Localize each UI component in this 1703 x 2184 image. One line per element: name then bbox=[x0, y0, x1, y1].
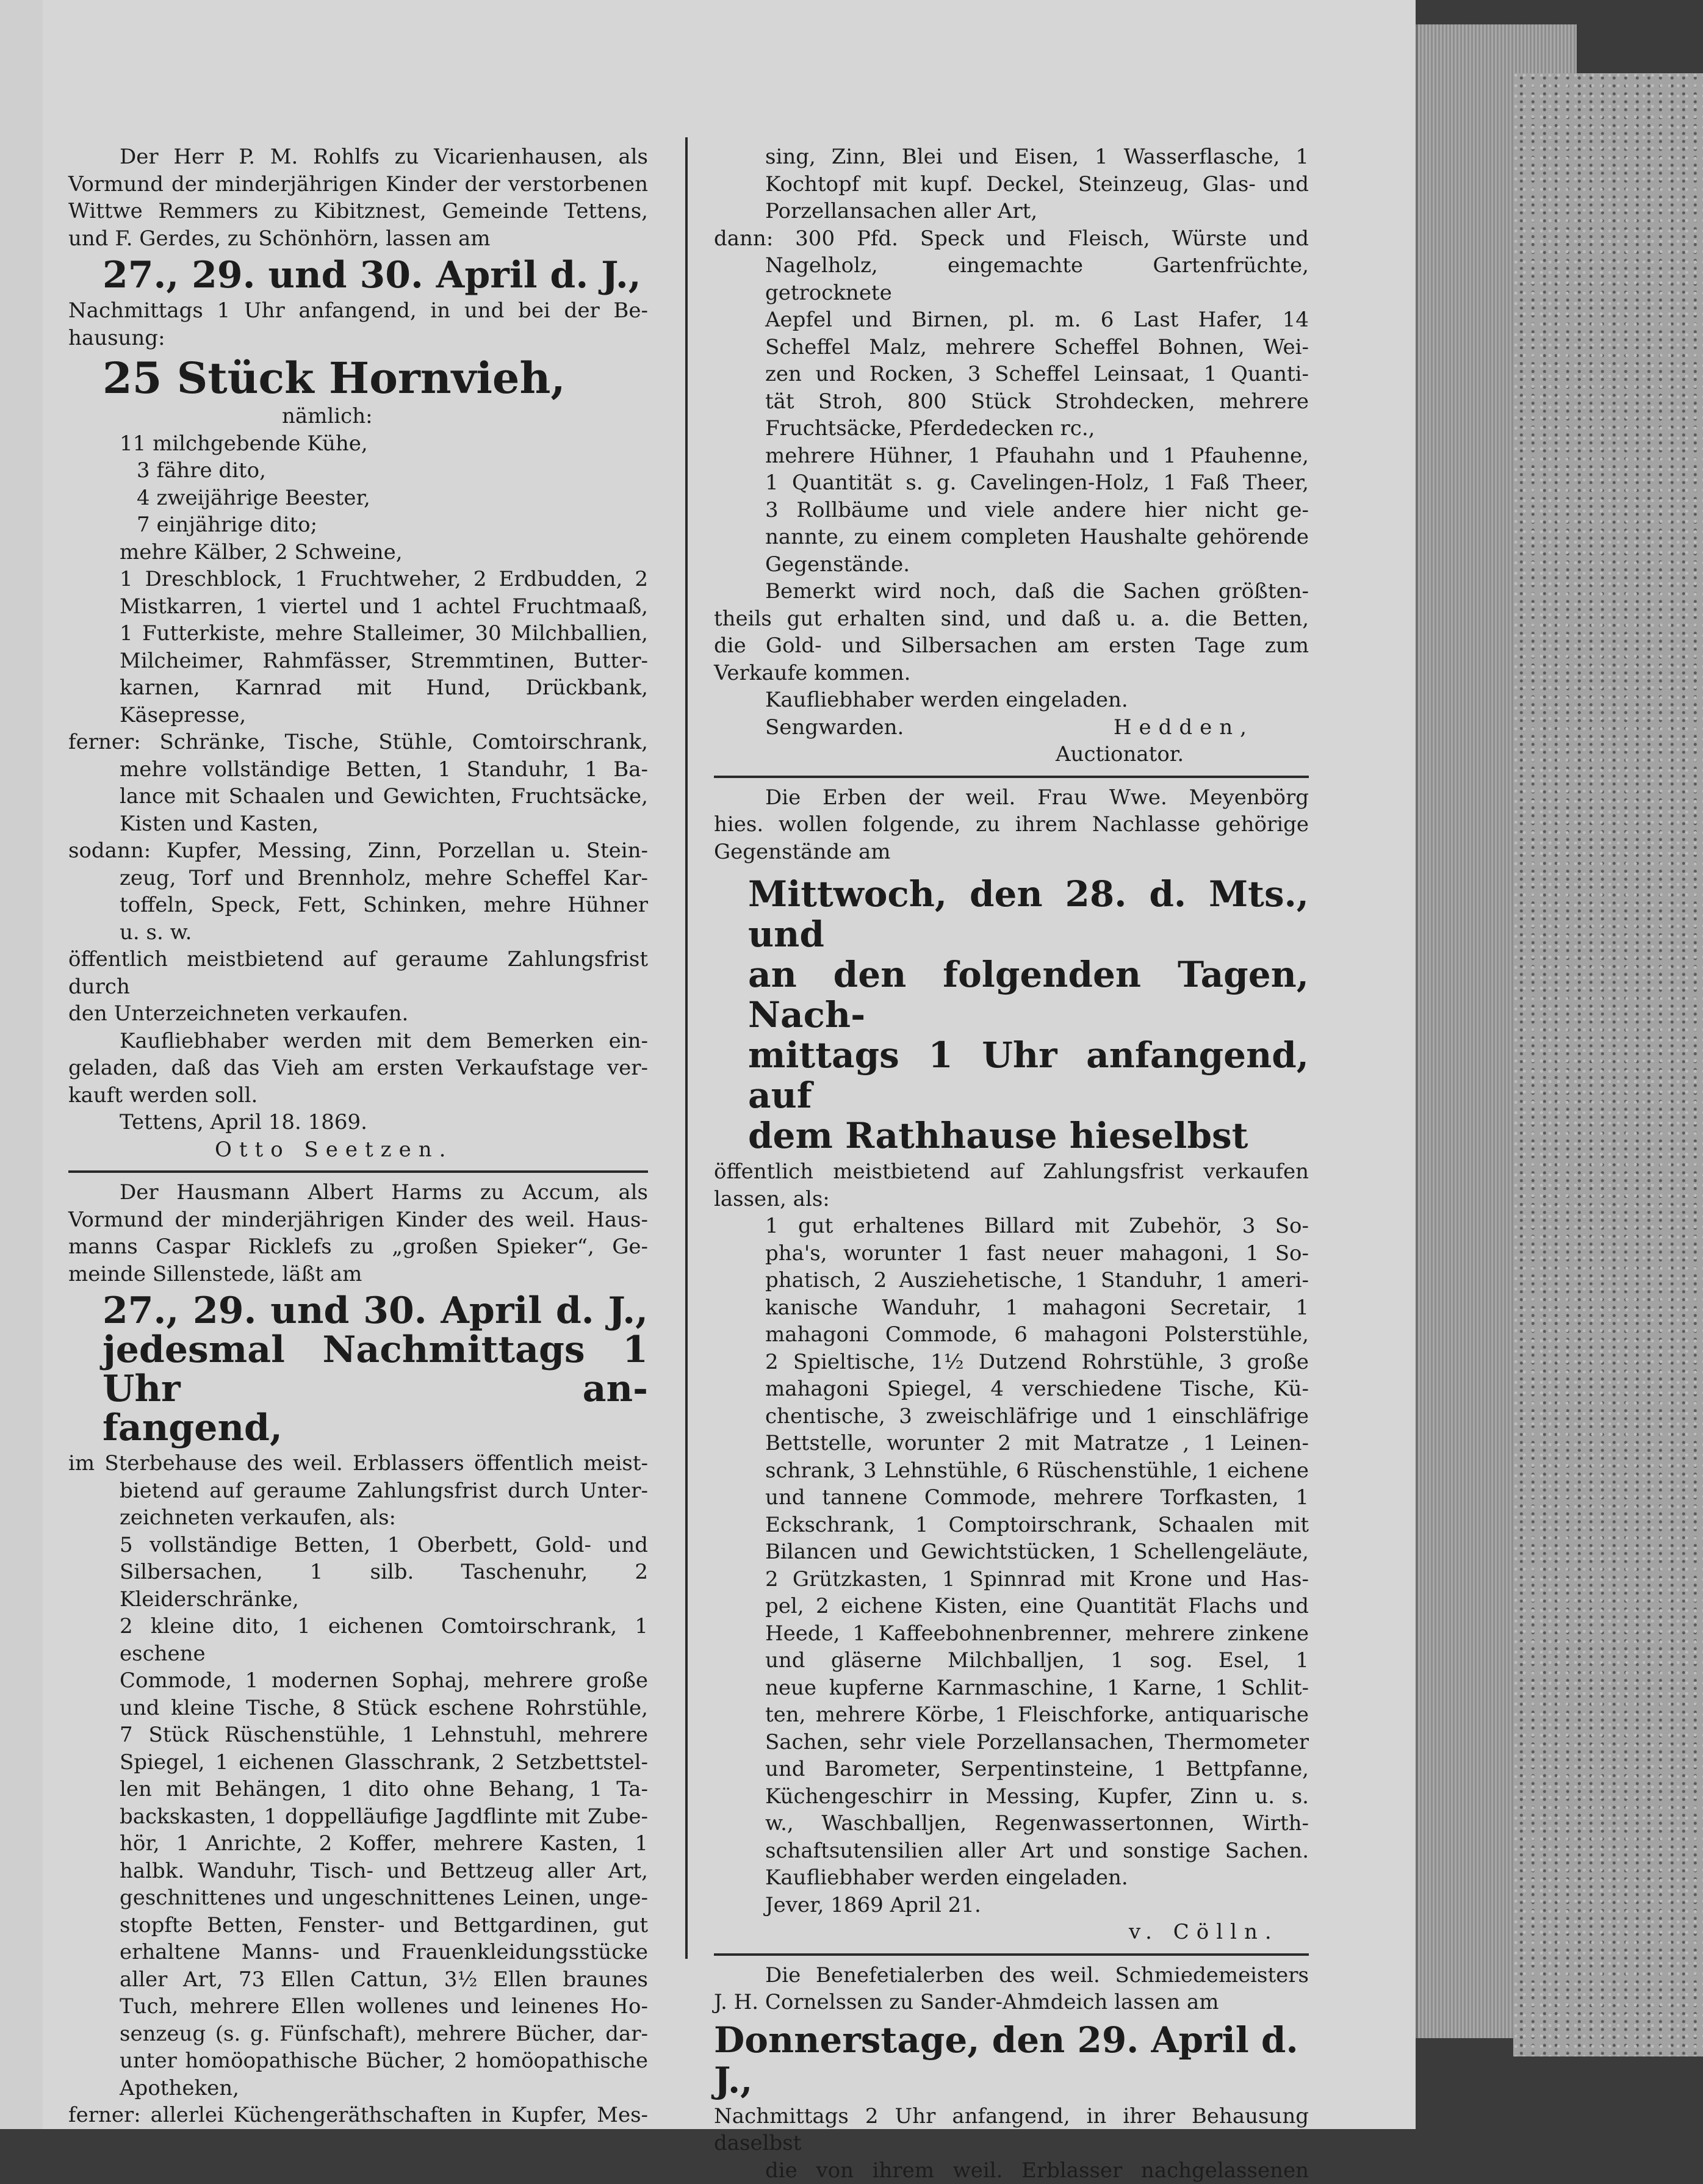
item-line: karnen, Karnrad mit Hund, Drückbank, Käsepresse, bbox=[68, 674, 648, 729]
item-line: 1 Dreschblock, 1 Fruchtweher, 2 Erdbudden, 2 bbox=[68, 566, 648, 593]
ad-signature: Hedden, bbox=[1114, 714, 1309, 741]
remark-line: Bemerkt wird noch, daß die Sachen größten- bbox=[714, 578, 1309, 605]
auction-ad-cornelssen bbox=[714, 1962, 1309, 2184]
sale-line: öffentlich meistbietend auf geraume Zahlungsfrist durch bbox=[68, 946, 648, 1000]
sodann-line: u. s. w. bbox=[68, 919, 648, 946]
previous-page-edge bbox=[0, 0, 46, 2129]
item-line: Bilancen und Gewichtstücken, 1 Schellengeläute, bbox=[714, 1538, 1309, 1566]
item-line: Sachen, sehr viele Porzellansachen, Thermometer bbox=[714, 1729, 1309, 1756]
item-line: Tuch, mehrere Ellen wollenes und leinenes Ho- bbox=[68, 1993, 648, 2020]
auction-date-heading: jedesmal Nachmittags 1 Uhr an- bbox=[68, 1330, 648, 1408]
ad-intro-line: J. H. Cornelssen zu Sander-Ahmdeich lassen am bbox=[714, 1989, 1309, 2016]
item-line: 1 gut erhaltenes Billard mit Zubehör, 3 So- bbox=[714, 1213, 1309, 1240]
ferner-line: mehre vollständige Betten, 1 Standuhr, 1 Ba- bbox=[68, 756, 648, 784]
auction-time-line: daselbst bbox=[714, 2130, 1309, 2157]
auction-time-line: Nachmittags 1 Uhr anfangend, in und bei der Be- bbox=[68, 297, 648, 325]
item-line: halbk. Wanduhr, Tisch- und Bettzeug aller Art, bbox=[68, 1858, 648, 1885]
ad-intro-line: hies. wollen folgende, zu ihrem Nachlasse gehörige bbox=[714, 811, 1309, 838]
remark-line: Verkaufe kommen. bbox=[714, 660, 1309, 687]
item-line: geschnittenes und ungeschnittenes Leinen, unge- bbox=[68, 1884, 648, 1912]
item-line: Bettstelle, worunter 2 mit Matratze , 1 Leinen- bbox=[714, 1430, 1309, 1457]
item-line: und kleine Tische, 8 Stück eschene Rohrstühle, bbox=[68, 1695, 648, 1722]
item-line: Küchengeschirr in Messing, Kupfer, Zinn u. s. bbox=[714, 1783, 1309, 1811]
item-line: pel, 2 eichene Kisten, eine Quantität Flachs und bbox=[714, 1593, 1309, 1620]
ad-signature: v. Cölln. bbox=[714, 1919, 1309, 1946]
item-line: Mistkarren, 1 viertel und 1 achtel Fruchtmaaß, bbox=[68, 593, 648, 621]
auction-time-line: hausung: bbox=[68, 325, 648, 352]
dann-line: tät Stroh, 800 Stück Strohdecken, mehrere bbox=[714, 388, 1309, 416]
remark-line: die Gold- und Silbersachen am ersten Tage zum bbox=[714, 632, 1309, 660]
item-line: Milcheimer, Rahmfässer, Stremmtinen, Butter- bbox=[68, 647, 648, 675]
buyers-line: Kaufliebhaber werden eingeladen. bbox=[714, 687, 1309, 714]
ad-intro-line: Gegenstände am bbox=[714, 838, 1309, 866]
ad-separator bbox=[68, 1170, 648, 1173]
item-line: 7 einjährige dito; bbox=[68, 511, 648, 539]
book-cover-board bbox=[1513, 73, 1703, 2056]
item-line: chentische, 3 zweischläfrige und 1 einschläfrige bbox=[714, 1403, 1309, 1430]
item-line: Heede, 1 Kaffeebohnenbrenner, mehrere zinkene bbox=[714, 1620, 1309, 1648]
item-line: schrank, 3 Lehnstühle, 6 Rüschenstühle, 1 eichene bbox=[714, 1457, 1309, 1485]
ad-intro-line: Die Benefetialerben des weil. Schmiedemeisters bbox=[714, 1962, 1309, 1989]
dann-line: Scheffel Malz, mehrere Scheffel Bohnen, Wei- bbox=[714, 334, 1309, 361]
ad-place-date: Tettens, April 18. 1869. bbox=[68, 1109, 648, 1136]
sale-line: bietend auf geraume Zahlungsfrist durch Unter- bbox=[68, 1477, 648, 1505]
item-line: senzeug (s. g. Fünfschaft), mehrere Bücher, dar- bbox=[68, 2020, 648, 2048]
sale-line: öffentlich meistbietend auf Zahlungsfrist verkaufen bbox=[714, 1158, 1309, 1186]
namely-label: nämlich: bbox=[68, 403, 648, 430]
ad-place-date: Jever, 1869 April 21. bbox=[714, 1892, 1309, 1919]
ad-intro-line: Vormund der minderjährigen Kinder der verstorbenen bbox=[68, 171, 648, 198]
auction-ad-harms bbox=[68, 1179, 648, 2129]
sale-line: zeichneten verkaufen, als: bbox=[68, 1504, 648, 1532]
ad-intro-line: Der Hausmann Albert Harms zu Accum, als bbox=[68, 1179, 648, 1206]
item-line: phatisch, 2 Ausziehetische, 1 Standuhr, 1 ameri- bbox=[714, 1267, 1309, 1294]
right-column bbox=[714, 143, 1309, 2184]
ad-intro-line: Die Erben der weil. Frau Wwe. Meyenbörg bbox=[714, 784, 1309, 812]
item-line: unter homöopathische Bücher, 2 homöopathische bbox=[68, 2047, 648, 2075]
ferner-line: lance mit Schaalen und Gewichten, Fruchtsäcke, bbox=[68, 783, 648, 810]
item-line: Spiegel, 1 eichenen Glasschrank, 2 Setzbettstel- bbox=[68, 1749, 648, 1776]
sale-line: den Unterzeichneten verkaufen. bbox=[68, 1000, 648, 1028]
item-line: Eckschrank, 1 Comptoirschrank, Schaalen mit bbox=[714, 1512, 1309, 1539]
item-line: mahagoni Spiegel, 4 verschiedene Tische, Kü- bbox=[714, 1375, 1309, 1403]
dann-line: Fruchtsäcke, Pferdedecken rc., bbox=[714, 415, 1309, 442]
item-line: schaftsutensilien aller Art und sonstige Sachen. bbox=[714, 1837, 1309, 1865]
ferner-line: ferner: Schränke, Tische, Stühle, Comtoirschrank, bbox=[68, 729, 648, 756]
item-line: aller Art, 73 Ellen Cattun, 3½ Ellen braunes bbox=[68, 1966, 648, 1994]
auction-date-heading: 27., 29. und 30. April d. J., bbox=[68, 1291, 648, 1330]
ad-intro-line: Vormund der minderjährigen Kinder des weil. Haus- bbox=[68, 1206, 648, 1234]
dann-line: dann: 300 Pfd. Speck und Fleisch, Würste und bbox=[714, 225, 1309, 253]
item-line: und gläserne Milchballjen, 1 sog. Esel, 1 bbox=[714, 1647, 1309, 1674]
ad-intro-line: Wittwe Remmers zu Kibitznest, Gemeinde Tettens, bbox=[68, 198, 648, 225]
ad-closing-line: die von ihrem weil. Erblasser nachgelassenen bbox=[714, 2157, 1309, 2184]
item-line: backskasten, 1 doppelläufige Jagdflinte mit Zube- bbox=[68, 1803, 648, 1831]
auction-ad-rohlfs bbox=[68, 143, 648, 1163]
dann-line: Gegenstände. bbox=[714, 551, 1309, 578]
item-line: mehre Kälber, 2 Schweine, bbox=[68, 539, 648, 566]
item-line: 5 vollständige Betten, 1 Oberbett, Gold- und bbox=[68, 1532, 648, 1559]
item-line: 11 milchgebende Kühe, bbox=[68, 430, 648, 458]
dann-line: zen und Rocken, 3 Scheffel Leinsaat, 1 Quanti- bbox=[714, 361, 1309, 388]
item-line: erhaltene Manns- und Frauenkleidungsstücke bbox=[68, 1939, 648, 1966]
item-line: und Barometer, Serpentinsteine, 1 Bettpfanne, bbox=[714, 1756, 1309, 1783]
buyers-line: geladen, daß das Vieh am ersten Verkaufstage ver- bbox=[68, 1054, 648, 1082]
item-line: w., Waschballjen, Regenwassertonnen, Wirth- bbox=[714, 1810, 1309, 1837]
ferner-line: Kisten und Kasten, bbox=[68, 810, 648, 838]
auction-ad-hedden-continued bbox=[714, 143, 1309, 768]
column-rule bbox=[685, 137, 688, 1959]
auction-time-line: Nachmittags 2 Uhr anfangend, in ihrer Behausung bbox=[714, 2103, 1309, 2130]
item-line: mahagoni Commode, 6 mahagoni Polsterstühle, bbox=[714, 1321, 1309, 1349]
item-line: hör, 1 Anrichte, 2 Koffer, mehrere Kasten, 1 bbox=[68, 1830, 648, 1858]
auction-date-heading: dem Rathhause hieselbst bbox=[714, 1115, 1309, 1156]
item-line: Commode, 1 modernen Sophaj, mehrere große bbox=[68, 1667, 648, 1695]
remark-line: theils gut erhalten sind, und daß u. a. die Betten, bbox=[714, 605, 1309, 633]
item-line: Porzellansachen aller Art, bbox=[714, 198, 1309, 225]
ad-place: Sengwarden. bbox=[765, 714, 904, 741]
ad-signature: Otto Seetzen. bbox=[68, 1136, 648, 1164]
buyers-line: kauft werden soll. bbox=[68, 1082, 648, 1109]
item-line: sing, Zinn, Blei und Eisen, 1 Wasserflasche, 1 bbox=[714, 143, 1309, 171]
dann-line: mehrere Hühner, 1 Pfauhahn und 1 Pfauhenne, bbox=[714, 442, 1309, 470]
item-line: Apotheken, bbox=[68, 2075, 648, 2102]
item-line: 4 zweijährige Beester, bbox=[68, 485, 648, 512]
auction-date-heading: Donnerstage, den 29. April d. J., bbox=[714, 2020, 1309, 2100]
auction-headline: 25 Stück Hornvieh, bbox=[68, 354, 648, 403]
item-line: ten, mehrere Körbe, 1 Fleischforke, antiquarische bbox=[714, 1701, 1309, 1729]
item-line: und tannene Commode, mehrere Torfkasten, 1 bbox=[714, 1484, 1309, 1512]
item-line: neue kupferne Karnmaschine, 1 Karne, 1 Schlit- bbox=[714, 1674, 1309, 1702]
auction-date-heading: 27., 29. und 30. April d. J., bbox=[68, 256, 648, 295]
auction-date-heading: an den folgenden Tagen, Nach- bbox=[714, 954, 1309, 1035]
ad-intro-line: meinde Sillenstede, läßt am bbox=[68, 1261, 648, 1288]
ad-intro-line: manns Caspar Ricklefs zu „großen Spieker“, Ge- bbox=[68, 1233, 648, 1261]
dann-line: 3 Rollbäume und viele andere hier nicht ge- bbox=[714, 497, 1309, 524]
item-line: 2 kleine dito, 1 eichenen Comtoirschrank, 1 eschene bbox=[68, 1613, 648, 1667]
dann-line: Nagelholz, eingemachte Gartenfrüchte, getrocknete bbox=[714, 252, 1309, 306]
item-line: Silbersachen, 1 silb. Taschenuhr, 2 Kleiderschränke, bbox=[68, 1559, 648, 1613]
sale-line: lassen, als: bbox=[714, 1186, 1309, 1213]
item-line: 7 Stück Rüschenstühle, 1 Lehnstuhl, mehrere bbox=[68, 1721, 648, 1749]
ad-intro-line: Der Herr P. M. Rohlfs zu Vicarienhausen, als bbox=[68, 143, 648, 171]
ad-separator bbox=[714, 776, 1309, 778]
auction-date-heading: mittags 1 Uhr anfangend, auf bbox=[714, 1035, 1309, 1115]
auction-date-heading: Mittwoch, den 28. d. Mts., und bbox=[714, 874, 1309, 954]
auction-ad-meyenborg bbox=[714, 784, 1309, 1946]
ad-separator bbox=[714, 1953, 1309, 1956]
item-line: len mit Behängen, 1 dito ohne Behang, 1 Ta- bbox=[68, 1776, 648, 1803]
ferner-line: ferner: allerlei Küchengeräthschaften in Kupfer, Mes- bbox=[68, 2102, 648, 2129]
item-line: 2 Spieltische, 1½ Dutzend Rohrstühle, 3 große bbox=[714, 1349, 1309, 1376]
buyers-line: Kaufliebhaber werden mit dem Bemerken ein- bbox=[68, 1028, 648, 1055]
ad-signature-title: Auctionator. bbox=[714, 741, 1309, 768]
sale-line: im Sterbehause des weil. Erblassers öffentlich meist- bbox=[68, 1450, 648, 1477]
dann-line: Aepfel und Birnen, pl. m. 6 Last Hafer, 14 bbox=[714, 306, 1309, 334]
buyers-line: Kaufliebhaber werden eingeladen. bbox=[714, 1864, 1309, 1892]
left-column bbox=[68, 143, 648, 2129]
item-line: kanische Wanduhr, 1 mahagoni Secretair, 1 bbox=[714, 1294, 1309, 1322]
item-line: 1 Futterkiste, mehre Stalleimer, 30 Milchballien, bbox=[68, 620, 648, 647]
dann-line: 1 Quantität s. g. Cavelingen-Holz, 1 Faß Theer, bbox=[714, 469, 1309, 497]
sodann-line: toffeln, Speck, Fett, Schinken, mehre Hühner bbox=[68, 892, 648, 919]
auction-date-heading: fangend, bbox=[68, 1408, 648, 1447]
ad-intro-line: und F. Gerdes, zu Schönhörn, lassen am bbox=[68, 225, 648, 253]
item-line: 2 Grützkasten, 1 Spinnrad mit Krone und Has- bbox=[714, 1566, 1309, 1593]
item-line: stopfte Betten, Fenster- und Bettgardinen, gut bbox=[68, 1912, 648, 1939]
sodann-line: zeug, Torf und Brennholz, mehre Scheffel Kar- bbox=[68, 865, 648, 892]
dann-line: nannte, zu einem completen Haushalte gehörende bbox=[714, 524, 1309, 551]
item-line: pha's, worunter 1 fast neuer mahagoni, 1 So- bbox=[714, 1240, 1309, 1267]
item-line: 3 fähre dito, bbox=[68, 457, 648, 485]
item-line: Kochtopf mit kupf. Deckel, Steinzeug, Glas- und bbox=[714, 171, 1309, 198]
sodann-line: sodann: Kupfer, Messing, Zinn, Porzellan u. Stein- bbox=[68, 837, 648, 865]
